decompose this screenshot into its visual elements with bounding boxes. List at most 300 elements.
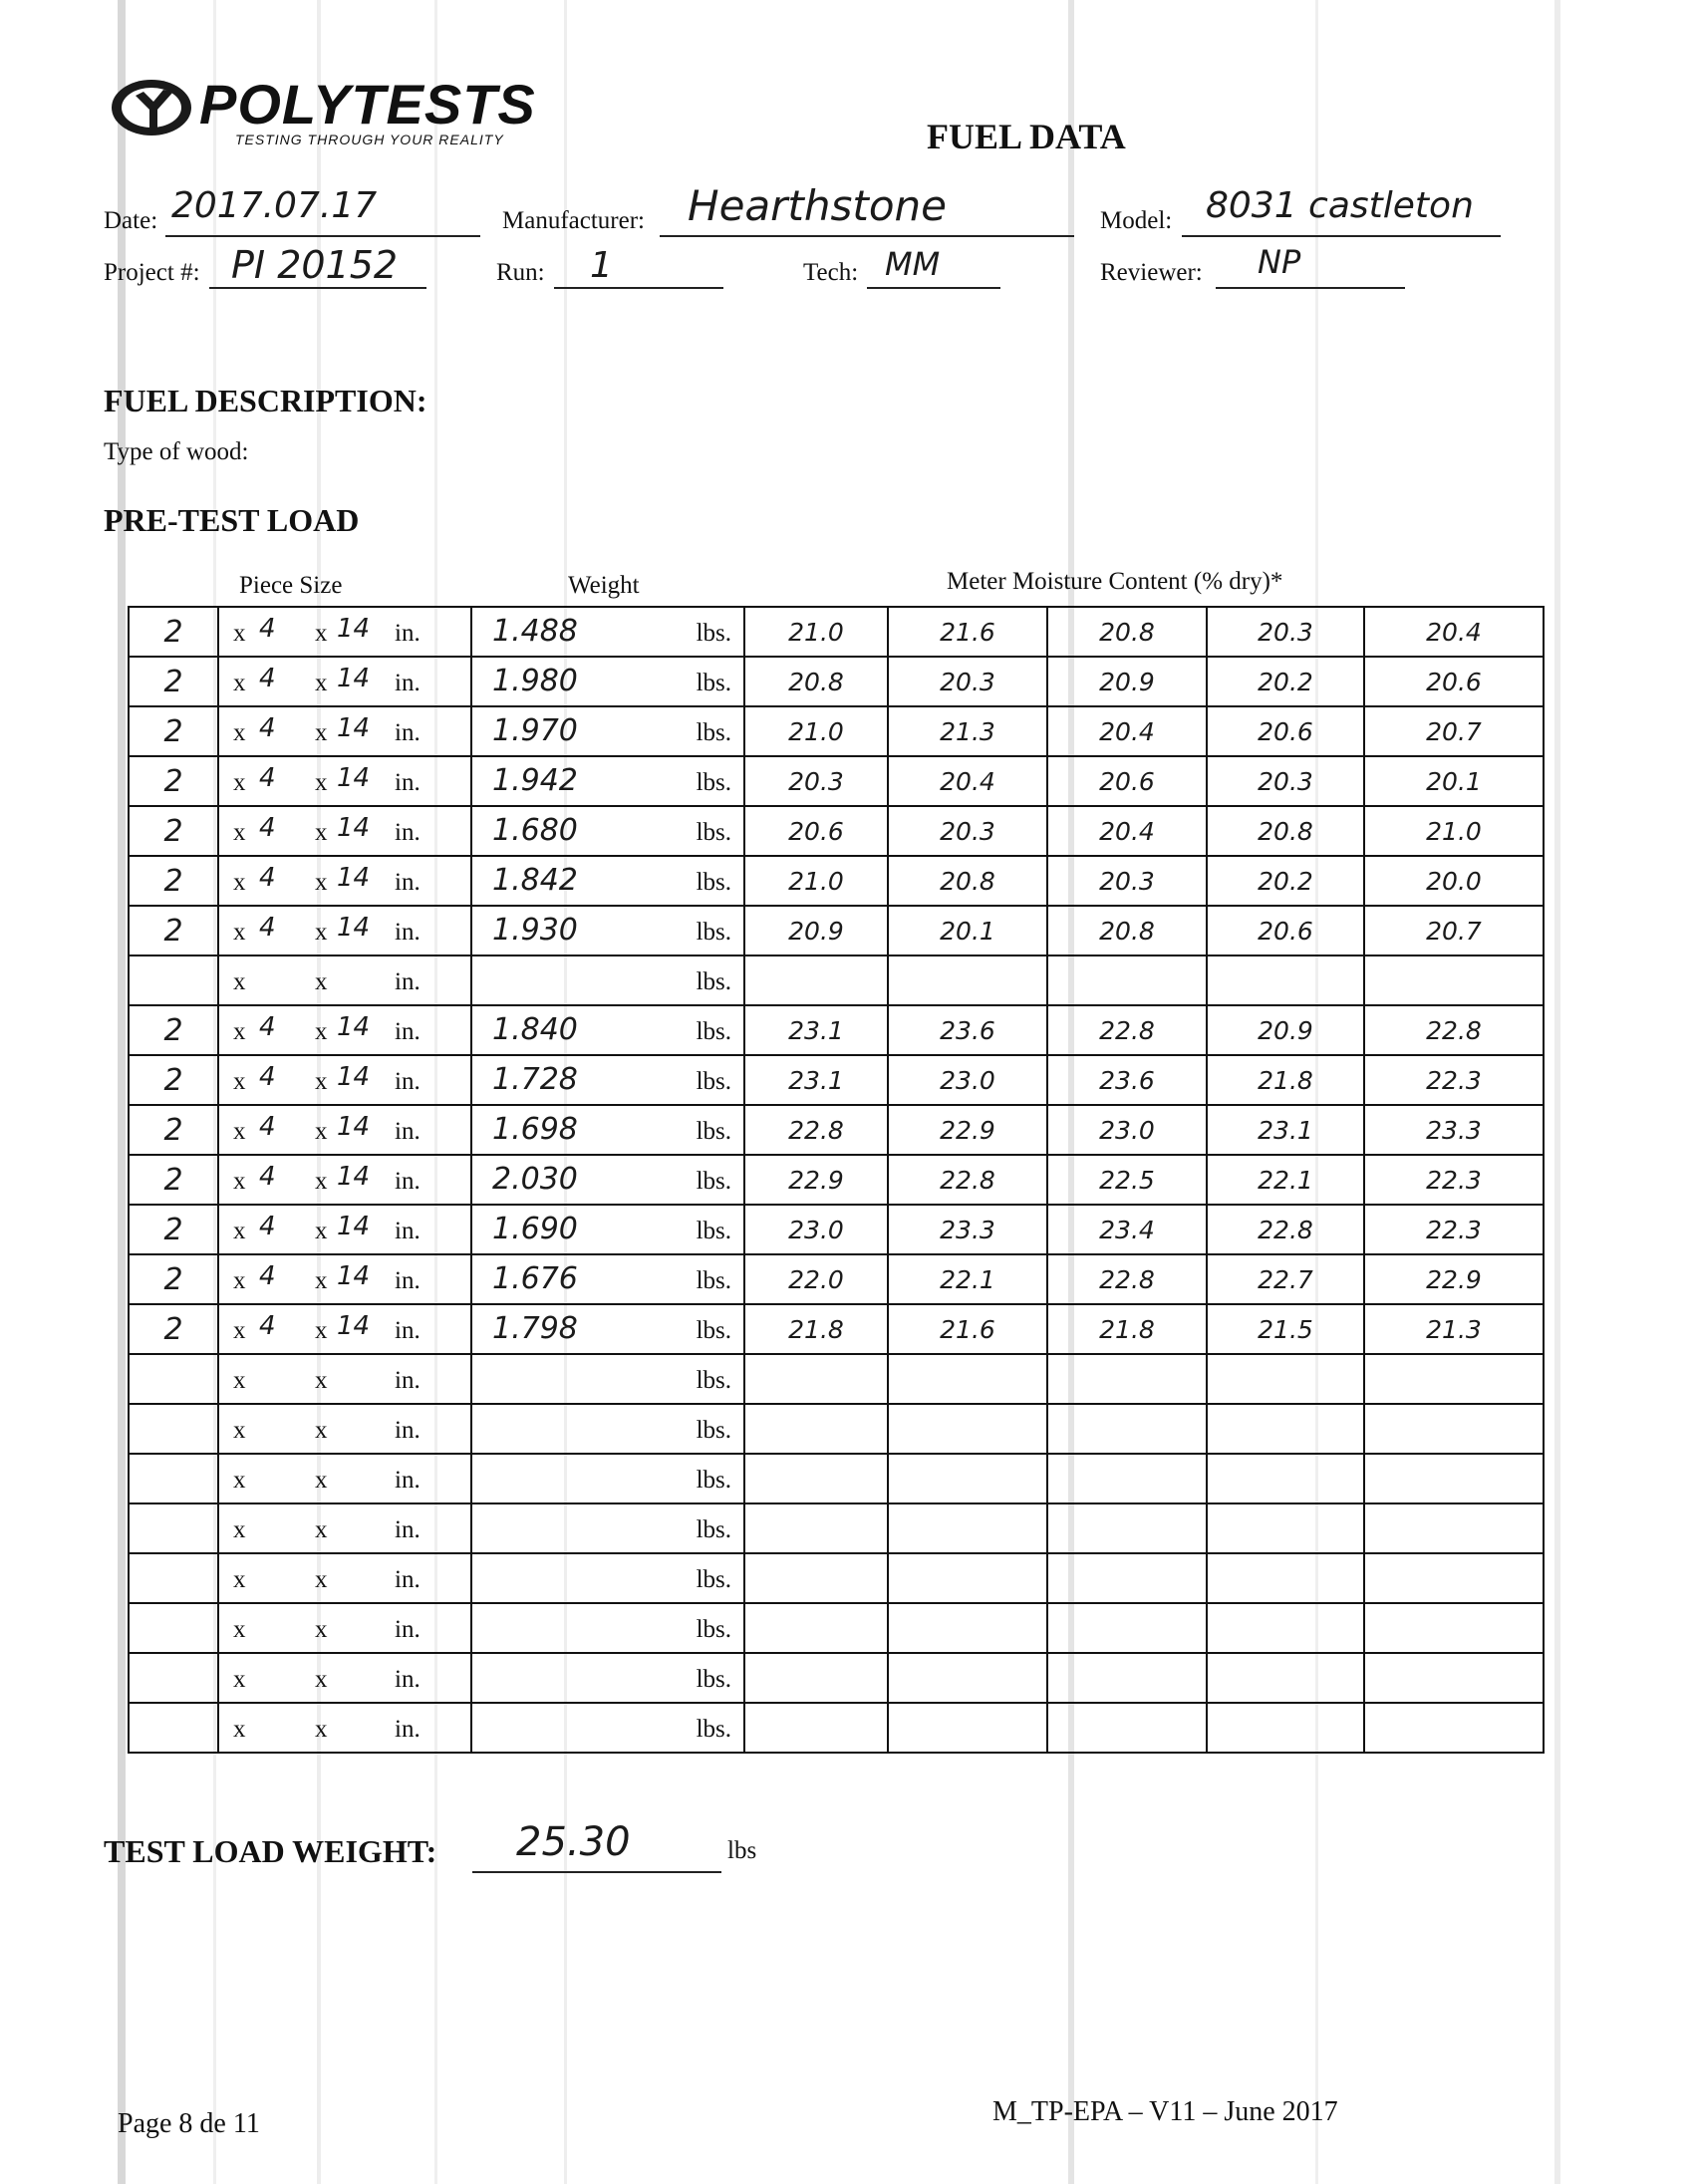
x-mark: x — [233, 1068, 246, 1095]
piece-length: 14 — [337, 664, 371, 693]
weight-cell[interactable] — [471, 1254, 744, 1304]
piece-count-cell[interactable] — [129, 856, 218, 906]
weight-cell[interactable] — [471, 856, 744, 906]
moisture-cell[interactable]: 23.3 — [888, 1205, 1047, 1254]
moisture-cell[interactable]: 21.6 — [888, 1304, 1047, 1354]
moisture-cell[interactable]: 23.4 — [1047, 1205, 1207, 1254]
lbs-unit: lbs. — [696, 968, 731, 995]
moisture-cell[interactable] — [888, 1354, 1047, 1404]
weight-value: 1.798 — [492, 1311, 578, 1346]
piece-count-cell[interactable] — [129, 956, 218, 1005]
moisture-cell[interactable] — [1047, 1703, 1207, 1753]
moisture-cell[interactable] — [744, 1653, 888, 1703]
moisture-cell[interactable] — [1207, 956, 1364, 1005]
moisture-cell[interactable]: 23.0 — [1047, 1105, 1207, 1155]
piece-width: 4 — [259, 713, 276, 743]
moisture-cell[interactable]: 21.6 — [888, 607, 1047, 657]
piece-count-cell[interactable] — [129, 1254, 218, 1304]
piece-count-cell[interactable] — [129, 1553, 218, 1603]
weight-cell[interactable] — [471, 1205, 744, 1254]
weight-cell[interactable] — [471, 1653, 744, 1703]
moisture-cell[interactable]: 23.3 — [1364, 1105, 1544, 1155]
moisture-cell[interactable] — [1047, 1503, 1207, 1553]
table-row — [129, 1653, 1544, 1703]
moisture-cell[interactable] — [1364, 1354, 1544, 1404]
moisture-cell[interactable]: 21.5 — [1207, 1304, 1364, 1354]
weight-cell[interactable] — [471, 906, 744, 956]
moisture-cell[interactable] — [888, 1703, 1047, 1753]
wood-type-label: Type of wood: — [104, 438, 249, 465]
piece-count-cell[interactable] — [129, 1603, 218, 1653]
piece-length: 14 — [337, 763, 371, 793]
piece-count-cell[interactable] — [129, 1105, 218, 1155]
moisture-cell[interactable]: 23.6 — [1047, 1055, 1207, 1105]
moisture-cell[interactable] — [1047, 1404, 1207, 1454]
x-mark: x — [233, 769, 246, 796]
x-mark: x — [315, 919, 328, 946]
x-mark: x — [233, 1018, 246, 1045]
moisture-cell[interactable]: 20.3 — [1207, 607, 1364, 657]
moisture-cell[interactable]: 22.1 — [888, 1254, 1047, 1304]
test-load-weight-value[interactable]: 25.30 — [516, 1819, 631, 1865]
piece-count-cell[interactable] — [129, 1503, 218, 1553]
weight-cell[interactable] — [471, 1503, 744, 1553]
x-mark: x — [315, 819, 328, 846]
x-mark: x — [233, 1616, 246, 1643]
inch-unit: in. — [395, 1018, 421, 1045]
weight-cell[interactable] — [471, 607, 744, 657]
moisture-cell[interactable]: 22.9 — [888, 1105, 1047, 1155]
inch-unit: in. — [395, 1068, 421, 1095]
piece-size-cell[interactable] — [218, 1254, 471, 1304]
moisture-cell[interactable]: 21.0 — [744, 706, 888, 756]
moisture-cell[interactable]: 20.4 — [1047, 806, 1207, 856]
moisture-cell[interactable] — [744, 1503, 888, 1553]
moisture-cell[interactable] — [744, 1404, 888, 1454]
moisture-cell[interactable] — [888, 1404, 1047, 1454]
weight-cell[interactable] — [471, 756, 744, 806]
moisture-cell[interactable]: 20.4 — [888, 756, 1047, 806]
x-mark: x — [315, 1616, 328, 1643]
test-load-weight-label: TEST LOAD WEIGHT: — [104, 1833, 437, 1869]
lbs-unit: lbs. — [696, 1566, 731, 1593]
piece-count-cell[interactable] — [129, 706, 218, 756]
moisture-cell[interactable] — [744, 956, 888, 1005]
moisture-cell[interactable] — [1364, 1503, 1544, 1553]
piece-size-cell[interactable] — [218, 856, 471, 906]
moisture-cell[interactable]: 20.3 — [888, 657, 1047, 706]
piece-size-cell[interactable] — [218, 956, 471, 1005]
table-row — [129, 1155, 1544, 1205]
piece-length: 14 — [337, 1162, 371, 1192]
weight-cell[interactable] — [471, 1105, 744, 1155]
piece-width: 4 — [259, 1112, 276, 1142]
piece-count-cell[interactable] — [129, 906, 218, 956]
moisture-cell[interactable]: 20.2 — [1207, 657, 1364, 706]
moisture-cell[interactable]: 20.7 — [1364, 706, 1544, 756]
table-row — [129, 856, 1544, 906]
moisture-cell[interactable] — [888, 1553, 1047, 1603]
moisture-cell[interactable] — [744, 1703, 888, 1753]
moisture-cell[interactable] — [1364, 1404, 1544, 1454]
moisture-cell[interactable] — [888, 1454, 1047, 1503]
piece-size-cell[interactable] — [218, 706, 471, 756]
date-value[interactable]: 2017.07.17 — [171, 185, 378, 226]
moisture-cell[interactable]: 21.8 — [1207, 1055, 1364, 1105]
x-mark: x — [233, 620, 246, 647]
moisture-cell[interactable] — [1047, 956, 1207, 1005]
moisture-cell[interactable]: 20.8 — [744, 657, 888, 706]
moisture-cell[interactable]: 20.3 — [1207, 756, 1364, 806]
model-value[interactable]: 8031 castleton — [1206, 185, 1474, 226]
lbs-unit: lbs. — [696, 1317, 731, 1344]
moisture-cell[interactable] — [888, 956, 1047, 1005]
moisture-cell[interactable] — [1207, 1354, 1364, 1404]
piece-size-cell[interactable] — [218, 1155, 471, 1205]
moisture-cell[interactable] — [1207, 1503, 1364, 1553]
piece-size-cell[interactable] — [218, 1055, 471, 1105]
table-row — [129, 706, 1544, 756]
moisture-cell[interactable]: 20.9 — [744, 906, 888, 956]
reviewer-line — [1216, 287, 1405, 289]
polytests-logo-icon — [108, 74, 195, 139]
inch-unit: in. — [395, 1317, 421, 1344]
moisture-cell[interactable] — [744, 1603, 888, 1653]
moisture-cell[interactable] — [1207, 1703, 1364, 1753]
table-row — [129, 1055, 1544, 1105]
moisture-cell[interactable]: 20.6 — [744, 806, 888, 856]
weight-value: 1.840 — [492, 1012, 578, 1047]
piece-width: 4 — [259, 863, 276, 893]
x-mark: x — [233, 670, 246, 696]
moisture-cell[interactable]: 23.1 — [744, 1005, 888, 1055]
piece-size-cell[interactable] — [218, 1105, 471, 1155]
project-value[interactable]: PI 20152 — [231, 243, 399, 287]
piece-count-cell[interactable] — [129, 657, 218, 706]
piece-size-cell[interactable] — [218, 1703, 471, 1753]
piece-width: 4 — [259, 763, 276, 793]
piece-count-cell[interactable] — [129, 1653, 218, 1703]
moisture-cell[interactable]: 21.8 — [1047, 1304, 1207, 1354]
moisture-cell[interactable]: 22.3 — [1364, 1055, 1544, 1105]
x-mark: x — [315, 1168, 328, 1195]
moisture-cell[interactable] — [1047, 1354, 1207, 1404]
moisture-cell[interactable]: 20.1 — [1364, 756, 1544, 806]
moisture-cell[interactable] — [1047, 1553, 1207, 1603]
moisture-cell[interactable] — [744, 1454, 888, 1503]
moisture-cell[interactable]: 20.8 — [1047, 607, 1207, 657]
piece-size-cell[interactable] — [218, 756, 471, 806]
moisture-cell[interactable] — [1364, 1603, 1544, 1653]
moisture-cell[interactable] — [1207, 1603, 1364, 1653]
inch-unit: in. — [395, 1467, 421, 1494]
moisture-cell[interactable] — [1364, 1553, 1544, 1603]
manufacturer-value[interactable]: Hearthstone — [688, 181, 948, 230]
reviewer-label: Reviewer: — [1100, 259, 1203, 286]
piece-count-cell[interactable] — [129, 1205, 218, 1254]
x-mark: x — [233, 719, 246, 746]
moisture-cell[interactable] — [1364, 1653, 1544, 1703]
table-row — [129, 1703, 1544, 1753]
weight-cell[interactable] — [471, 806, 744, 856]
x-mark: x — [233, 1168, 246, 1195]
weight-cell[interactable] — [471, 706, 744, 756]
inch-unit: in. — [395, 719, 421, 746]
weight-cell[interactable] — [471, 1703, 744, 1753]
moisture-cell[interactable] — [1364, 1454, 1544, 1503]
piece-size-cell[interactable] — [218, 1304, 471, 1354]
moisture-cell[interactable] — [1207, 1404, 1364, 1454]
moisture-cell[interactable] — [888, 1653, 1047, 1703]
tech-value[interactable]: MM — [885, 245, 941, 283]
inch-unit: in. — [395, 1716, 421, 1743]
moisture-cell[interactable]: 20.3 — [744, 756, 888, 806]
moisture-cell[interactable]: 20.1 — [888, 906, 1047, 956]
run-value[interactable]: 1 — [590, 245, 613, 286]
piece-count-cell[interactable] — [129, 1454, 218, 1503]
moisture-cell[interactable]: 20.9 — [1207, 1005, 1364, 1055]
piece-count-cell[interactable] — [129, 756, 218, 806]
moisture-cell[interactable]: 20.6 — [1207, 906, 1364, 956]
lbs-unit: lbs. — [696, 670, 731, 696]
moisture-cell[interactable] — [1207, 1553, 1364, 1603]
inch-unit: in. — [395, 1118, 421, 1145]
x-mark: x — [233, 968, 246, 995]
moisture-cell[interactable]: 22.5 — [1047, 1155, 1207, 1205]
piece-size-header: Piece Size — [239, 572, 343, 599]
moisture-cell[interactable]: 23.6 — [888, 1005, 1047, 1055]
weight-value: 1.930 — [492, 913, 578, 948]
table-row — [129, 1503, 1544, 1553]
table-row — [129, 806, 1544, 856]
pretest-load-heading: PRE-TEST LOAD — [104, 502, 360, 538]
lbs-unit: lbs. — [696, 1417, 731, 1444]
weight-value: 1.676 — [492, 1261, 578, 1296]
manufacturer-label: Manufacturer: — [502, 207, 645, 234]
x-mark: x — [233, 1267, 246, 1294]
piece-width: 4 — [259, 1162, 276, 1192]
piece-length: 14 — [337, 1012, 371, 1042]
x-mark: x — [315, 1367, 328, 1394]
weight-cell[interactable] — [471, 1304, 744, 1354]
moisture-cell[interactable]: 20.4 — [1047, 706, 1207, 756]
x-mark: x — [315, 1666, 328, 1693]
lbs-unit: lbs. — [696, 1666, 731, 1693]
moisture-cell[interactable]: 22.8 — [1047, 1005, 1207, 1055]
moisture-cell[interactable]: 21.0 — [744, 856, 888, 906]
tech-label: Tech: — [803, 259, 859, 286]
x-mark: x — [315, 769, 328, 796]
moisture-cell[interactable] — [1207, 1653, 1364, 1703]
inch-unit: in. — [395, 968, 421, 995]
x-mark: x — [315, 1467, 328, 1494]
moisture-cell[interactable]: 22.0 — [744, 1254, 888, 1304]
weight-cell[interactable] — [471, 657, 744, 706]
moisture-cell[interactable] — [744, 1354, 888, 1404]
piece-size-cell[interactable] — [218, 1653, 471, 1703]
moisture-cell[interactable]: 21.0 — [744, 607, 888, 657]
piece-count-cell[interactable] — [129, 1354, 218, 1404]
piece-size-cell[interactable] — [218, 1404, 471, 1454]
x-mark: x — [315, 1068, 328, 1095]
weight-cell[interactable] — [471, 1155, 744, 1205]
x-mark: x — [233, 819, 246, 846]
moisture-cell[interactable]: 20.0 — [1364, 856, 1544, 906]
polytests-logo — [108, 74, 195, 139]
piece-count: 2 — [163, 813, 183, 849]
inch-unit: in. — [395, 819, 421, 846]
manufacturer-line — [660, 235, 1074, 237]
moisture-cell[interactable]: 20.6 — [1364, 657, 1544, 706]
piece-size-cell[interactable] — [218, 1454, 471, 1503]
moisture-cell[interactable]: 20.3 — [888, 806, 1047, 856]
weight-value: 1.942 — [492, 763, 578, 798]
moisture-cell[interactable]: 22.8 — [1047, 1254, 1207, 1304]
run-label: Run: — [496, 259, 545, 286]
form-title: FUEL DATA — [927, 117, 1126, 156]
moisture-cell[interactable] — [1364, 1703, 1544, 1753]
inch-unit: in. — [395, 1666, 421, 1693]
weight-cell[interactable] — [471, 956, 744, 1005]
weight-value: 1.690 — [492, 1212, 578, 1246]
piece-size-cell[interactable] — [218, 657, 471, 706]
moisture-cell[interactable] — [744, 1553, 888, 1603]
moisture-cell[interactable]: 23.1 — [744, 1055, 888, 1105]
moisture-cell[interactable]: 22.7 — [1207, 1254, 1364, 1304]
piece-count-cell[interactable] — [129, 1304, 218, 1354]
x-mark: x — [233, 1467, 246, 1494]
weight-value: 1.698 — [492, 1112, 578, 1147]
piece-size-cell[interactable] — [218, 1503, 471, 1553]
piece-count-cell[interactable] — [129, 1155, 218, 1205]
moisture-cell[interactable] — [1047, 1653, 1207, 1703]
moisture-cell[interactable]: 20.8 — [888, 856, 1047, 906]
piece-size-cell[interactable] — [218, 1205, 471, 1254]
piece-count-cell[interactable] — [129, 806, 218, 856]
piece-size-cell[interactable] — [218, 806, 471, 856]
moisture-cell[interactable]: 22.3 — [1364, 1155, 1544, 1205]
moisture-cell[interactable]: 20.8 — [1047, 906, 1207, 956]
piece-count-cell[interactable] — [129, 1703, 218, 1753]
moisture-cell[interactable] — [1364, 956, 1544, 1005]
pretest-load-table — [128, 606, 1545, 1754]
document-reference: M_TP-EPA – V11 – June 2017 — [992, 2096, 1338, 2127]
piece-count-cell[interactable] — [129, 1055, 218, 1105]
weight-cell[interactable] — [471, 1454, 744, 1503]
fuel-description-heading: FUEL DESCRIPTION: — [104, 383, 427, 418]
moisture-cell[interactable] — [1047, 1454, 1207, 1503]
moisture-cell[interactable]: 22.1 — [1207, 1155, 1364, 1205]
lbs-unit: lbs. — [696, 1118, 731, 1145]
piece-length: 14 — [337, 863, 371, 893]
moisture-cell[interactable]: 21.8 — [744, 1304, 888, 1354]
moisture-cell[interactable]: 23.0 — [888, 1055, 1047, 1105]
piece-width: 4 — [259, 1261, 276, 1291]
lbs-unit: lbs. — [696, 1616, 731, 1643]
moisture-cell[interactable]: 23.1 — [1207, 1105, 1364, 1155]
table-row — [129, 1105, 1544, 1155]
moisture-cell[interactable]: 20.9 — [1047, 657, 1207, 706]
moisture-cell[interactable]: 20.4 — [1364, 607, 1544, 657]
moisture-cell[interactable]: 22.3 — [1364, 1205, 1544, 1254]
weight-cell[interactable] — [471, 1354, 744, 1404]
moisture-cell[interactable]: 22.9 — [1364, 1254, 1544, 1304]
piece-size-cell[interactable] — [218, 1005, 471, 1055]
moisture-cell[interactable]: 20.3 — [1047, 856, 1207, 906]
moisture-cell[interactable]: 20.2 — [1207, 856, 1364, 906]
project-line — [209, 287, 426, 289]
piece-count: 2 — [163, 713, 183, 749]
moisture-cell[interactable]: 21.0 — [1364, 806, 1544, 856]
moisture-cell[interactable] — [888, 1603, 1047, 1653]
moisture-cell[interactable]: 21.3 — [888, 706, 1047, 756]
reviewer-value[interactable]: NP — [1258, 243, 1301, 281]
piece-count-cell[interactable] — [129, 1005, 218, 1055]
weight-cell[interactable] — [471, 1005, 744, 1055]
table-row — [129, 1304, 1544, 1354]
weight-cell[interactable] — [471, 1404, 744, 1454]
piece-count-cell[interactable] — [129, 1404, 218, 1454]
moisture-cell[interactable]: 23.0 — [744, 1205, 888, 1254]
moisture-cell[interactable]: 21.3 — [1364, 1304, 1544, 1354]
moisture-cell[interactable]: 20.6 — [1047, 756, 1207, 806]
x-mark: x — [315, 1018, 328, 1045]
inch-unit: in. — [395, 1367, 421, 1394]
table-row — [129, 1553, 1544, 1603]
moisture-cell[interactable]: 22.8 — [744, 1105, 888, 1155]
x-mark: x — [315, 1267, 328, 1294]
moisture-cell[interactable] — [888, 1503, 1047, 1553]
piece-count-cell[interactable] — [129, 607, 218, 657]
lbs-unit: lbs. — [696, 1716, 731, 1743]
piece-size-cell[interactable] — [218, 906, 471, 956]
weight-cell[interactable] — [471, 1603, 744, 1653]
moisture-cell[interactable]: 20.8 — [1207, 806, 1364, 856]
inch-unit: in. — [395, 1566, 421, 1593]
moisture-cell[interactable]: 22.9 — [744, 1155, 888, 1205]
weight-cell[interactable] — [471, 1553, 744, 1603]
piece-size-cell[interactable] — [218, 1354, 471, 1404]
table-row — [129, 1205, 1544, 1254]
inch-unit: in. — [395, 1218, 421, 1244]
lbs-unit: lbs. — [696, 1516, 731, 1543]
moisture-cell[interactable]: 22.8 — [888, 1155, 1047, 1205]
piece-size-cell[interactable] — [218, 607, 471, 657]
moisture-cell[interactable] — [1207, 1454, 1364, 1503]
table-row — [129, 1454, 1544, 1503]
lbs-unit: lbs. — [696, 719, 731, 746]
piece-count: 2 — [163, 1012, 183, 1048]
x-mark: x — [233, 1317, 246, 1344]
scan-artifact-bar — [1554, 0, 1560, 2184]
moisture-cell[interactable] — [1047, 1603, 1207, 1653]
weight-cell[interactable] — [471, 1055, 744, 1105]
inch-unit: in. — [395, 620, 421, 647]
lbs-unit: lbs. — [696, 1367, 731, 1394]
piece-size-cell[interactable] — [218, 1553, 471, 1603]
moisture-cell[interactable]: 22.8 — [1207, 1205, 1364, 1254]
moisture-cell[interactable]: 22.8 — [1364, 1005, 1544, 1055]
x-mark: x — [233, 1566, 246, 1593]
x-mark: x — [315, 620, 328, 647]
piece-width: 4 — [259, 1311, 276, 1341]
moisture-cell[interactable]: 20.7 — [1364, 906, 1544, 956]
weight-value: 1.488 — [492, 614, 578, 649]
piece-size-cell[interactable] — [218, 1603, 471, 1653]
piece-length: 14 — [337, 913, 371, 943]
lbs-unit: lbs. — [696, 1168, 731, 1195]
moisture-cell[interactable]: 20.6 — [1207, 706, 1364, 756]
